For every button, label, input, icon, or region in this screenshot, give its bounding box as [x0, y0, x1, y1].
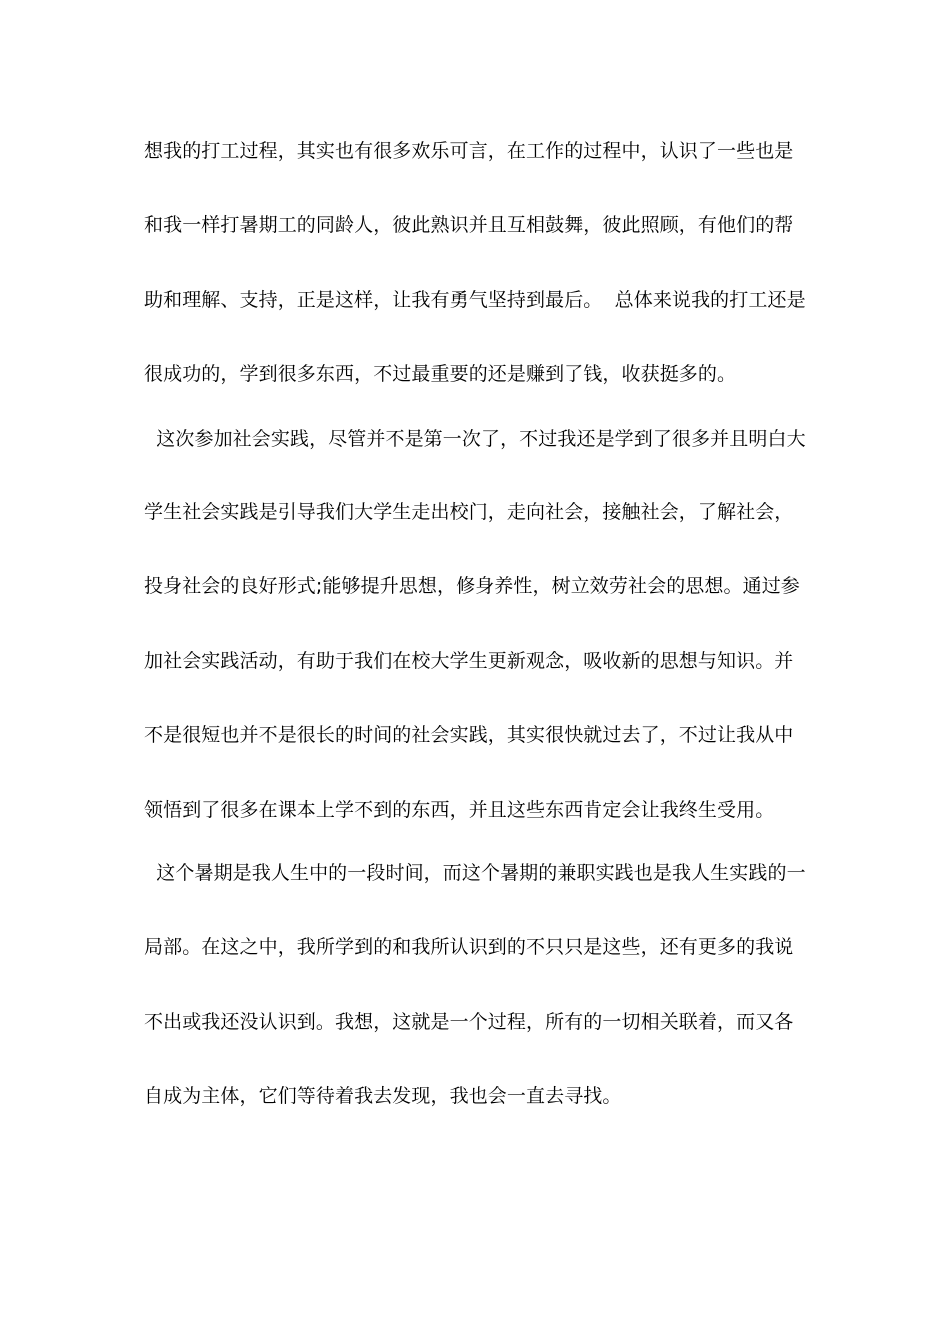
- text-line-5: 这次参加社会实践，尽管并不是第一次了，不过我还是学到了很多并且明白大: [144, 428, 806, 450]
- text-line-4: 很成功的，学到很多东西，不过最重要的还是赚到了钱，收获挺多的。: [144, 363, 737, 385]
- text-line-14: 自成为主体，它们等待着我去发现，我也会一直去寻找。: [144, 1085, 622, 1107]
- text-line-12: 局部。在这之中，我所学到的和我所认识到的不只只是这些，还有更多的我说: [144, 936, 794, 958]
- text-line-2: 和我一样打暑期工的同龄人，彼此熟识并且互相鼓舞，彼此照顾，有他们的帮: [144, 214, 794, 236]
- text-line-10: 领悟到了很多在课本上学不到的东西，并且这些东西肯定会让我终生受用。: [144, 799, 775, 821]
- text-line-3: 助和理解、支持，正是这样，让我有勇气坚持到最后。 总体来说我的打工还是: [144, 289, 806, 311]
- text-line-8: 加社会实践活动，有助于我们在校大学生更新观念，吸收新的思想与知识。并: [144, 650, 794, 672]
- text-line-9: 不是很短也并不是很长的时间的社会实践，其实很快就过去了，不过让我从中: [144, 724, 794, 746]
- text-line-1: 想我的打工过程，其实也有很多欢乐可言，在工作的过程中，认识了一些也是: [144, 140, 794, 162]
- text-line-13: 不出或我还没认识到。我想，这就是一个过程，所有的一切相关联着，而又各: [144, 1011, 794, 1033]
- text-line-11: 这个暑期是我人生中的一段时间，而这个暑期的兼职实践也是我人生实践的一: [144, 862, 806, 884]
- text-line-7: 投身社会的良好形式;能够提升思想，修身养性，树立效劳社会的思想。通过参: [144, 575, 800, 597]
- text-line-6: 学生社会实践是引导我们大学生走出校门，走向社会，接触社会，了解社会，: [144, 501, 794, 523]
